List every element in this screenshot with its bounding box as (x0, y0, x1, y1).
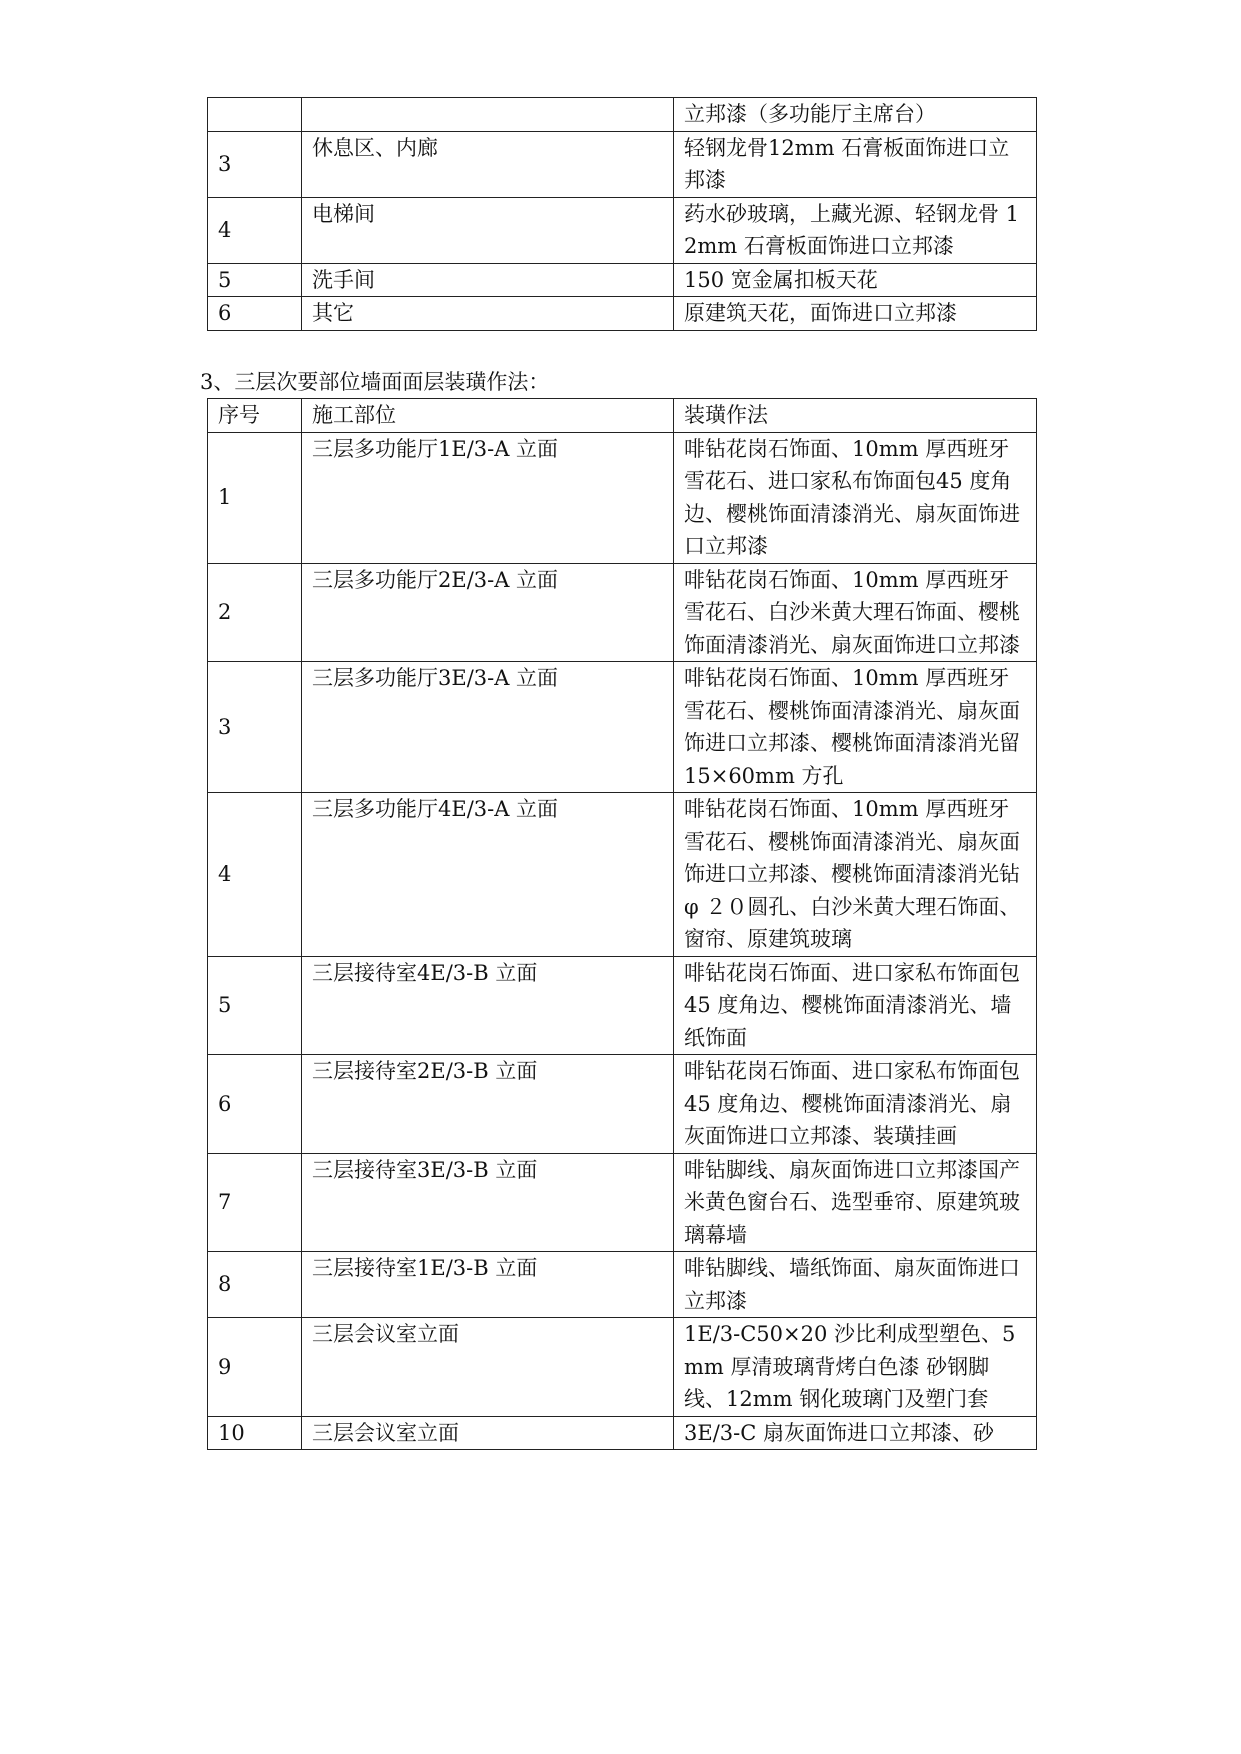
cell-num: 3 (208, 662, 302, 793)
header-location: 施工部位 (302, 399, 674, 433)
cell-location: 三层会议室立面 (302, 1318, 674, 1417)
ceiling-finish-table-continued (207, 97, 1037, 331)
cell-location: 其它 (302, 297, 674, 331)
cell-method: 啡钻花岗石饰面、进口家私布饰面包 45 度角边、樱桃饰面清漆消光、扇灰面饰进口立邦漆、装璜挂画 (674, 1055, 1037, 1154)
table-row (208, 1416, 1037, 1450)
table-row (208, 1318, 1037, 1417)
table-row (208, 956, 1037, 1055)
table-row (208, 263, 1037, 297)
cell-location: 三层多功能厅2E/3-A 立面 (302, 563, 674, 662)
cell-num: 5 (208, 956, 302, 1055)
cell-location (302, 98, 674, 132)
cell-method: 啡钻脚线、墙纸饰面、扇灰面饰进口立邦漆 (674, 1252, 1037, 1318)
table-row (208, 662, 1037, 793)
cell-method: 药水砂玻璃，上藏光源、轻钢龙骨 12mm 石膏板面饰进口立邦漆 (674, 197, 1037, 263)
cell-method: 立邦漆（多功能厅主席台） (674, 98, 1037, 132)
table-row (208, 1153, 1037, 1252)
cell-num: 10 (208, 1416, 302, 1450)
cell-num: 6 (208, 1055, 302, 1154)
table-row (208, 131, 1037, 197)
cell-location: 三层接待室1E/3-B 立面 (302, 1252, 674, 1318)
cell-location: 三层多功能厅1E/3-A 立面 (302, 432, 674, 563)
cell-num: 4 (208, 197, 302, 263)
table-row (208, 297, 1037, 331)
cell-method: 啡钻花岗石饰面、10mm 厚西班牙雪花石、白沙米黄大理石饰面、樱桃饰面清漆消光、扇灰面饰进口立邦漆 (674, 563, 1037, 662)
cell-location: 电梯间 (302, 197, 674, 263)
cell-num: 1 (208, 432, 302, 563)
cell-num: 7 (208, 1153, 302, 1252)
cell-num: 2 (208, 563, 302, 662)
section-heading: 3、三层次要部位墙面面层装璜作法： (200, 370, 550, 394)
table-row (208, 432, 1037, 563)
cell-location: 洗手间 (302, 263, 674, 297)
cell-location: 三层接待室2E/3-B 立面 (302, 1055, 674, 1154)
cell-location: 休息区、内廊 (302, 131, 674, 197)
cell-location: 三层多功能厅3E/3-A 立面 (302, 662, 674, 793)
cell-num: 3 (208, 131, 302, 197)
cell-method: 1E/3-C50×20 沙比利成型塑色、5mm 厚清玻璃背烤白色漆 砂钢脚线、12mm 钢化玻璃门及塑门套 (674, 1318, 1037, 1417)
header-num: 序号 (208, 399, 302, 433)
table-body (208, 432, 1037, 1450)
cell-num: 6 (208, 297, 302, 331)
cell-location: 三层接待室4E/3-B 立面 (302, 956, 674, 1055)
cell-num: 5 (208, 263, 302, 297)
cell-num: 8 (208, 1252, 302, 1318)
table-row (208, 793, 1037, 957)
cell-method: 啡钻花岗石饰面、10mm 厚西班牙雪花石、樱桃饰面清漆消光、扇灰面饰进口立邦漆、樱桃饰面清漆消光留15×60mm 方孔 (674, 662, 1037, 793)
cell-num: 4 (208, 793, 302, 957)
cell-num (208, 98, 302, 132)
cell-method: 3E/3-C 扇灰面饰进口立邦漆、砂 (674, 1416, 1037, 1450)
cell-location: 三层接待室3E/3-B 立面 (302, 1153, 674, 1252)
table-body (208, 98, 1037, 331)
header-method: 装璜作法 (674, 399, 1037, 433)
cell-method: 啡钻脚线、扇灰面饰进口立邦漆国产米黄色窗台石、选型垂帘、原建筑玻璃幕墙 (674, 1153, 1037, 1252)
table-row (208, 197, 1037, 263)
table-header-row (208, 399, 1037, 433)
cell-method: 原建筑天花，面饰进口立邦漆 (674, 297, 1037, 331)
cell-method: 啡钻花岗石饰面、进口家私布饰面包 45 度角边、樱桃饰面清漆消光、墙纸饰面 (674, 956, 1037, 1055)
cell-method: 啡钻花岗石饰面、10mm 厚西班牙雪花石、进口家私布饰面包45 度角边、樱桃饰面清漆消光、扇灰面饰进口立邦漆 (674, 432, 1037, 563)
cell-method: 啡钻花岗石饰面、10mm 厚西班牙雪花石、樱桃饰面清漆消光、扇灰面饰进口立邦漆、樱桃饰面清漆消光钻φ ２０圆孔、白沙米黄大理石饰面、窗帘、原建筑玻璃 (674, 793, 1037, 957)
wall-finish-table (207, 398, 1037, 1450)
cell-location: 三层多功能厅4E/3-A 立面 (302, 793, 674, 957)
cell-location: 三层会议室立面 (302, 1416, 674, 1450)
cell-method: 轻钢龙骨12mm 石膏板面饰进口立邦漆 (674, 131, 1037, 197)
cell-method: 150 宽金属扣板天花 (674, 263, 1037, 297)
table-row (208, 1252, 1037, 1318)
table-row (208, 98, 1037, 132)
table-row (208, 1055, 1037, 1154)
cell-num: 9 (208, 1318, 302, 1417)
table-row (208, 563, 1037, 662)
